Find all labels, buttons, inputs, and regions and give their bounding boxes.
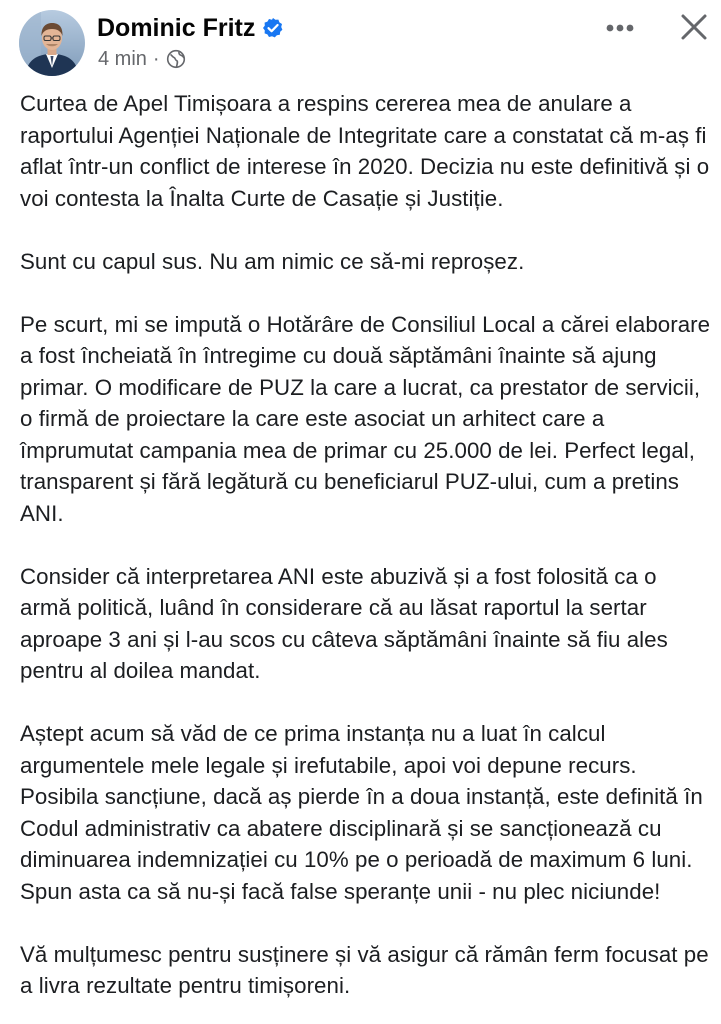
post-paragraph: Vă mulțumesc pentru susținere și vă asigur că rămân ferm focusat pe a livra rezultate pentru timișoreni. bbox=[20, 941, 709, 998]
meta-separator: · bbox=[152, 48, 160, 70]
profile-photo bbox=[19, 10, 85, 76]
post-paragraph: Aștept acum să văd de ce prima instanța nu a luat în calcul argumentele mele legale și irefutabile, apoi voi depune recurs. Posibila sancțiune, dacă aș pierde în a doua instanță, este definită în Codul administrativ ca abatere disciplinară și se sancționează cu diminuarea indemnizației cu 10% pe o perioadă de maximum 6 luni. Spun asta ca să nu-și facă false speranțe unii - nu plec niciunde! bbox=[20, 721, 703, 904]
post-paragraph: Curtea de Apel Timișoara a respins cererea mea de anulare a raportului Agenției Naționale de Integritate care a constatat că m-aș fi aflat într-un conflict de interese în 2020. Decizia nu este definitivă și o voi contesta la Înalta Curte de Casație și Justiție. bbox=[20, 91, 710, 211]
post-paragraph: Consider că interpretarea ANI este abuzivă și a fost folosită ca o armă politică, luând în considerare că au lăsat raportul la sertar aproape 3 ani și l-au scos cu câteva săptămâni înainte să fiu ales pentru al doilea mandat. bbox=[20, 563, 668, 683]
close-button[interactable] bbox=[675, 8, 713, 46]
post-header bbox=[0, 0, 721, 86]
globe-icon[interactable] bbox=[166, 49, 186, 69]
more-options-button[interactable] bbox=[600, 16, 640, 40]
close-icon bbox=[680, 13, 708, 41]
post-paragraph: Sunt cu capul sus. Nu am nimic ce să-mi reproșez. bbox=[20, 248, 525, 274]
post-time[interactable]: 4 min bbox=[98, 48, 147, 70]
author-avatar[interactable] bbox=[19, 10, 85, 76]
post-body bbox=[20, 88, 712, 1002]
post-meta bbox=[98, 47, 186, 71]
more-options-icon bbox=[600, 23, 640, 33]
verified-badge-icon bbox=[262, 17, 284, 39]
post-paragraph: Pe scurt, mi se impută o Hotărâre de Consiliul Local a cărei elaborare a fost încheiată în întregime cu două săptămâni înainte să ajung primar. O modificare de PUZ la care a lucrat, ca prestator de servicii, o firmă de proiectare la care este asociat un arhitect care a împrumutat campania mea de primar cu 25.000 de lei. Perfect legal, transparent și fără legătură cu beneficiarul PUZ-ului, cum a pretins ANI. bbox=[20, 311, 711, 526]
author-name[interactable]: Dominic Fritz bbox=[97, 14, 256, 42]
